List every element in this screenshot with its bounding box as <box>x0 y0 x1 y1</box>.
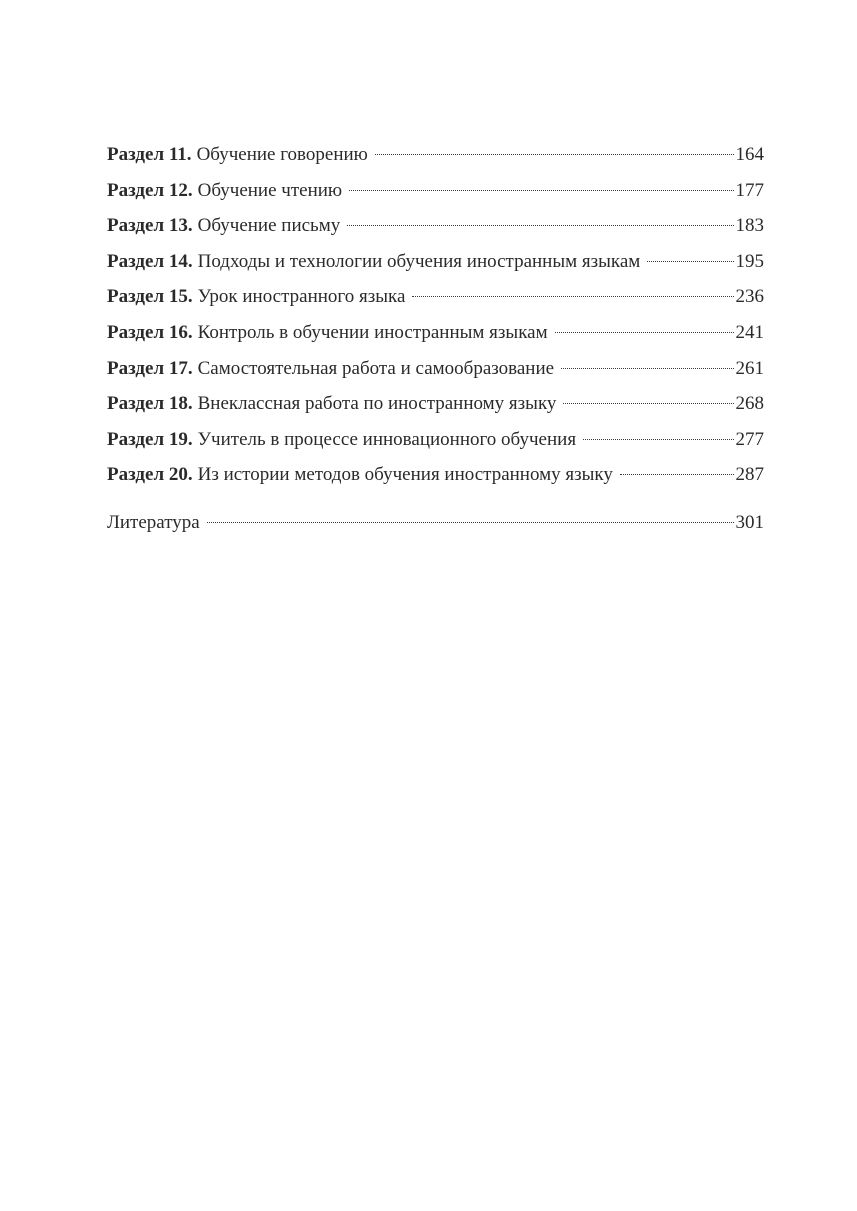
section-label: Раздел 19. <box>107 428 193 450</box>
dot-leader <box>375 154 734 155</box>
section-label: Раздел 15. <box>107 286 193 308</box>
toc-entry-section-17[interactable] <box>107 355 764 391</box>
section-label: Раздел 11. <box>107 144 192 165</box>
dot-leader <box>347 225 733 226</box>
dot-leader <box>563 403 733 404</box>
section-title: Учитель в процессе инновационного обучения <box>197 428 577 450</box>
section-title: Урок иностранного языка <box>197 286 406 308</box>
literature-title: Литература <box>107 511 200 533</box>
section-title: Контроль в обучении иностранным языкам <box>197 321 548 343</box>
toc-entry-section-14[interactable] <box>107 248 764 284</box>
section-label: Раздел 16. <box>107 321 193 343</box>
section-title: Из истории методов обучения иностранному языку <box>197 464 613 486</box>
page-number: 183 <box>735 215 764 237</box>
page-number: 301 <box>735 511 764 533</box>
section-title: Подходы и технологии обучения иностранным языкам <box>197 250 641 272</box>
page-number: 287 <box>735 464 764 486</box>
toc-entry-section-16[interactable] <box>107 319 764 355</box>
section-title: Обучение чтению <box>197 179 343 201</box>
toc-entry-section-20[interactable] <box>107 461 764 497</box>
page-number: 164 <box>735 144 764 165</box>
dot-leader <box>412 296 733 297</box>
toc-entry-section-15[interactable] <box>107 283 764 319</box>
section-label: Раздел 20. <box>107 464 193 486</box>
page-number: 268 <box>735 393 764 415</box>
page-number: 241 <box>735 321 764 343</box>
section-title: Внеклассная работа по иностранному языку <box>197 393 557 415</box>
section-label: Раздел 18. <box>107 393 193 415</box>
page-number: 261 <box>735 357 764 379</box>
toc-entry-section-19[interactable] <box>107 426 764 462</box>
toc-entry-literature[interactable] <box>107 509 764 545</box>
section-title: Самостоятельная работа и самообразование <box>197 357 555 379</box>
page-number: 177 <box>735 179 764 201</box>
dot-leader <box>207 522 734 523</box>
page-number: 195 <box>735 250 764 272</box>
dot-leader <box>561 368 733 369</box>
section-title: Обучение письму <box>197 215 341 237</box>
dot-leader <box>647 261 733 262</box>
dot-leader <box>583 439 733 440</box>
page-number: 236 <box>735 286 764 308</box>
section-label: Раздел 17. <box>107 357 193 379</box>
toc-entry-section-13[interactable] <box>107 212 764 248</box>
dot-leader <box>349 190 733 191</box>
page-number: 277 <box>735 428 764 450</box>
section-label: Раздел 14. <box>107 250 193 272</box>
toc-entry-section-11[interactable] <box>107 141 764 177</box>
toc-entry-section-18[interactable] <box>107 390 764 426</box>
dot-leader <box>555 332 734 333</box>
section-title: Обучение говорению <box>196 144 368 165</box>
section-label: Раздел 13. <box>107 215 193 237</box>
table-of-contents <box>107 141 764 545</box>
dot-leader <box>620 474 734 475</box>
section-label: Раздел 12. <box>107 179 193 201</box>
toc-entry-section-12[interactable] <box>107 177 764 213</box>
